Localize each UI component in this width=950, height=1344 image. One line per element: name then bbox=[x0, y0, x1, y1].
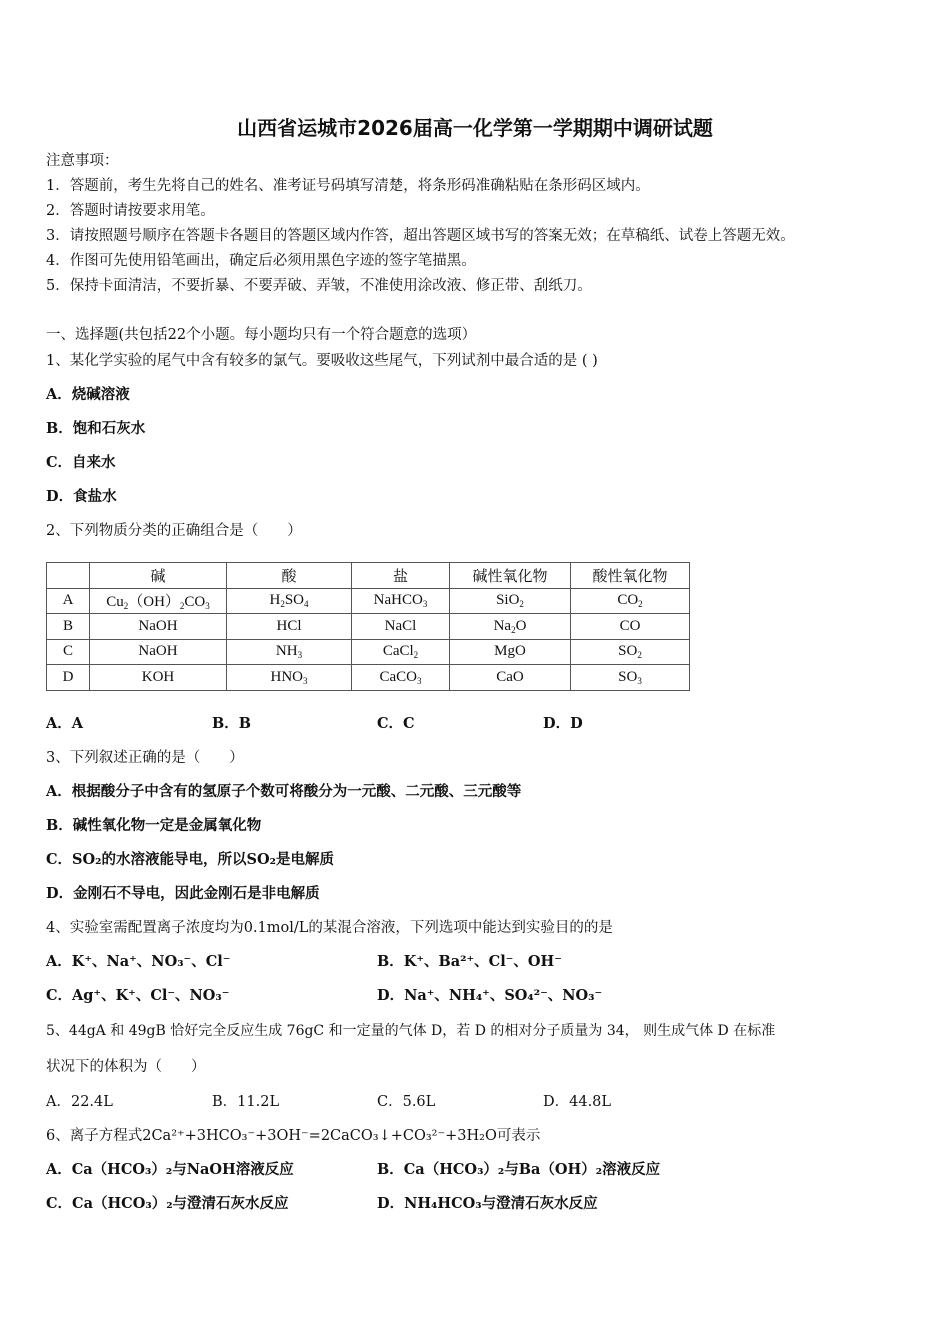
q4-option-a: A．K⁺、Na⁺、NO₃⁻、Cl⁻ bbox=[46, 953, 231, 970]
cell-base: KOH bbox=[90, 665, 227, 691]
q3-option-c: C．SO₂的水溶液能导电，所以SO₂是电解质 bbox=[46, 851, 334, 868]
q4-option-b: B．K⁺、Ba²⁺、Cl⁻、OH⁻ bbox=[377, 953, 562, 970]
notice-item-5: 5．保持卡面清洁，不要折暴、不要弄破、弄皱，不准使用涂改液、修正带、刮纸刀。 bbox=[46, 278, 592, 294]
table-header-cell: 酸 bbox=[227, 563, 352, 589]
cell-base: $Cu_2(OH)_2CO_3$ bbox=[90, 588, 227, 614]
table-row bbox=[47, 639, 690, 665]
q5-option-b: B．11.2L bbox=[212, 1094, 280, 1110]
cell-basic-oxide: $Na_2O$ bbox=[450, 614, 571, 640]
row-label: B bbox=[47, 614, 90, 640]
page-title: 山西省运城市2026届高一化学第一学期期中调研试题 bbox=[237, 116, 713, 140]
q5-stem-line-2: 状况下的体积为（ ） bbox=[46, 1059, 206, 1075]
cell-salt: NaHCO$_3$ bbox=[352, 588, 450, 614]
notice-item-4: 4．作图可先使用铅笔画出，确定后必须用黑色字迹的签字笔描黑。 bbox=[46, 253, 476, 269]
cell-acidic-oxide: $SO_2$ bbox=[571, 639, 690, 665]
table-header-cell bbox=[47, 563, 90, 589]
notice-item-2: 2．答题时请按要求用笔。 bbox=[46, 203, 215, 219]
notice-heading: 注意事项： bbox=[46, 153, 119, 169]
q2-option-c: C．C bbox=[377, 715, 415, 732]
notice-item-1: 1．答题前，考生先将自己的姓名、准考证号码填写清楚，将条形码准确粘贴在条形码区域内。 bbox=[46, 178, 650, 194]
notice-item-3: 3．请按照题号顺序在答题卡各题目的答题区域内作答，超出答题区域书写的答案无效；在草稿纸、试卷上答题无效。 bbox=[46, 228, 795, 244]
q2-option-d: D．D bbox=[543, 715, 583, 732]
cell-salt: NaCl bbox=[352, 614, 450, 640]
table-header-cell: 盐 bbox=[352, 563, 450, 589]
q6-option-d: D．NH₄HCO₃与澄清石灰水反应 bbox=[377, 1195, 598, 1212]
q5-option-d: D．44.8L bbox=[543, 1094, 612, 1110]
q1-option-d: D．食盐水 bbox=[46, 488, 117, 505]
q2-option-a: A．A bbox=[46, 715, 84, 732]
table-header-cell: 碱性氧化物 bbox=[450, 563, 571, 589]
cell-basic-oxide: MgO bbox=[450, 639, 571, 665]
q4-stem: 4、实验室需配置离子浓度均为0.1mol/L的某混合溶液，下列选项中能达到实验目的的是 bbox=[46, 920, 613, 936]
q6-option-b: B．Ca（HCO₃）₂与Ba（OH）₂溶液反应 bbox=[377, 1161, 661, 1178]
classification-table bbox=[46, 562, 690, 691]
cell-salt: CaCO$_3$ bbox=[352, 665, 450, 691]
q3-option-b: B．碱性氧化物一定是金属氧化物 bbox=[46, 817, 262, 834]
q1-option-c: C．自来水 bbox=[46, 454, 116, 471]
q3-option-a: A．根据酸分子中含有的氢原子个数可将酸分为一元酸、二元酸、三元酸等 bbox=[46, 783, 522, 800]
q6-option-a: A．Ca（HCO₃）₂与NaOH溶液反应 bbox=[46, 1161, 294, 1178]
cell-acid: HCl bbox=[227, 614, 352, 640]
q3-option-d: D．金刚石不导电，因此金刚石是非电解质 bbox=[46, 885, 320, 902]
q2-option-b: B．B bbox=[212, 715, 252, 732]
q2-stem: 2、下列物质分类的正确组合是（ ） bbox=[46, 523, 302, 539]
q4-option-c: C．Ag⁺、K⁺、Cl⁻、NO₃⁻ bbox=[46, 987, 230, 1004]
table-row bbox=[47, 614, 690, 640]
cell-acidic-oxide: $SO_3$ bbox=[571, 665, 690, 691]
q5-option-a: A．22.4L bbox=[46, 1094, 113, 1110]
cell-basic-oxide: CaO bbox=[450, 665, 571, 691]
section-heading: 一、选择题(共包括22个小题。每小题均只有一个符合题意的选项） bbox=[46, 327, 477, 343]
row-label: A bbox=[47, 588, 90, 614]
table-header-cell: 碱 bbox=[90, 563, 227, 589]
table-header-row bbox=[47, 563, 690, 589]
q3-stem: 3、下列叙述正确的是（ ） bbox=[46, 750, 244, 766]
cell-base: NaOH bbox=[90, 639, 227, 665]
cell-acid: $NH_3$ bbox=[227, 639, 352, 665]
cell-acidic-oxide: $CO_2$ bbox=[571, 588, 690, 614]
cell-basic-oxide: SiO$_2$ bbox=[450, 588, 571, 614]
cell-acid: $H_2SO_4$ bbox=[227, 588, 352, 614]
row-label: C bbox=[47, 639, 90, 665]
q4-option-d: D．Na⁺、NH₄⁺、SO₄²⁻、NO₃⁻ bbox=[377, 987, 603, 1004]
q1-stem: 1、某化学实验的尾气中含有较多的氯气。要吸收这些尾气，下列试剂中最合适的是 ( ) bbox=[46, 353, 598, 369]
q6-option-c: C．Ca（HCO₃）₂与澄清石灰水反应 bbox=[46, 1195, 289, 1212]
cell-acidic-oxide: CO bbox=[571, 614, 690, 640]
table-row bbox=[47, 665, 690, 691]
cell-acid: $HNO_3$ bbox=[227, 665, 352, 691]
cell-salt: CaCl$_2$ bbox=[352, 639, 450, 665]
q5-stem-line-1: 5、44gA 和 49gB 恰好完全反应生成 76gC 和一定量的气体 D，若 D 的相对分子质量为 34， 则生成气体 D 在标准 bbox=[46, 1023, 776, 1039]
q1-option-a: A．烧碱溶液 bbox=[46, 386, 130, 403]
q6-stem: 6、离子方程式2Ca²⁺+3HCO₃⁻+3OH⁻=2CaCO₃↓+CO₃²⁻+3H₂O可表示 bbox=[46, 1128, 541, 1144]
row-label: D bbox=[47, 665, 90, 691]
table-row bbox=[47, 588, 690, 614]
q5-option-c: C．5.6L bbox=[377, 1094, 436, 1110]
table-header-cell: 酸性氧化物 bbox=[571, 563, 690, 589]
cell-base: NaOH bbox=[90, 614, 227, 640]
q1-option-b: B．饱和石灰水 bbox=[46, 420, 146, 437]
